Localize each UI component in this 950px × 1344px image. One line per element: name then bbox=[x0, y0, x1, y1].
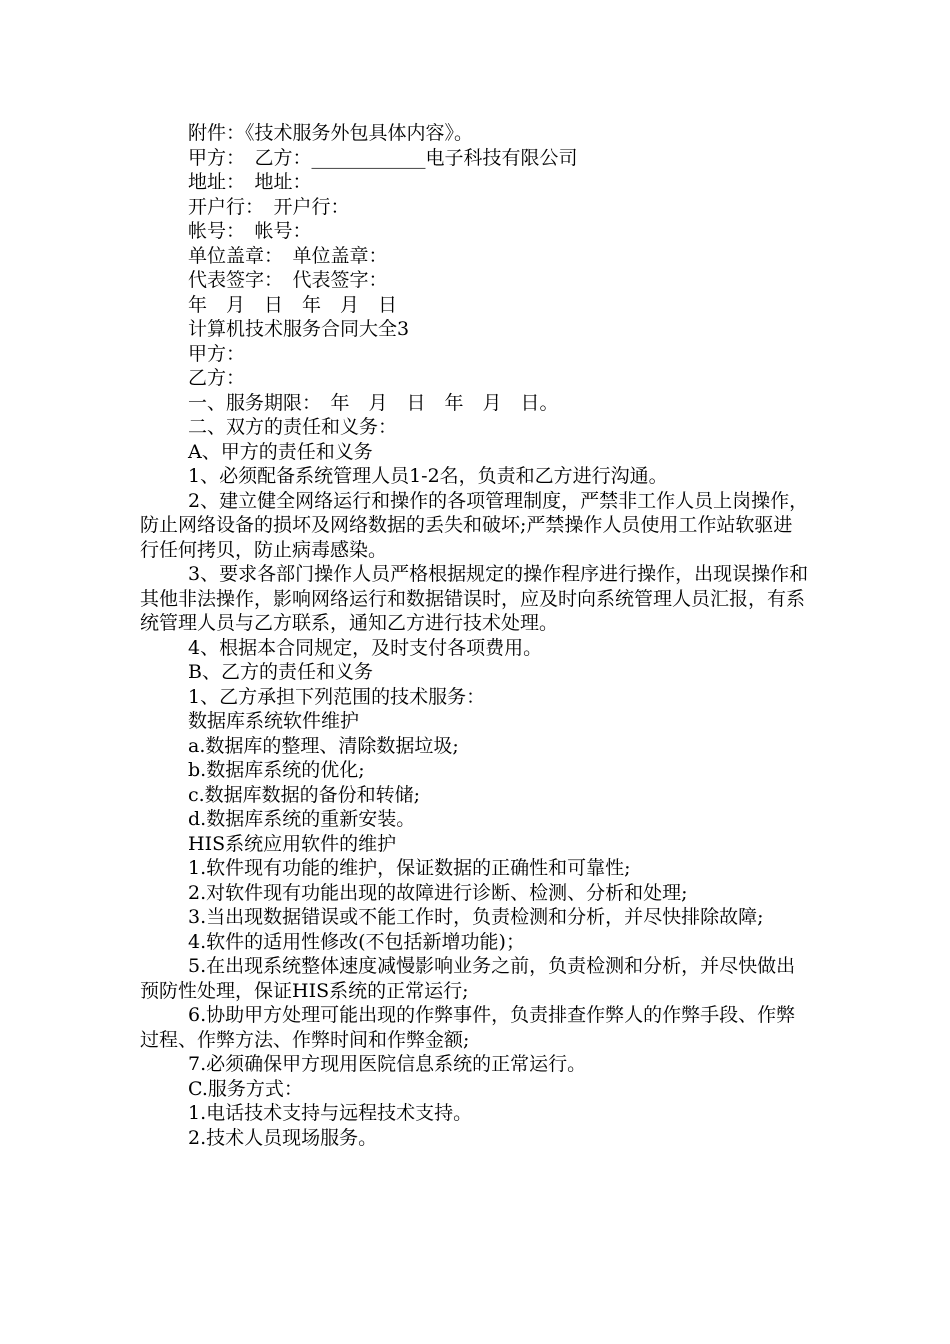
section-heading: A、甲方的责任和义务 bbox=[188, 440, 373, 463]
paragraph: 3、要求各部门操作人员严格根据规定的操作程序进行操作，出现误操作和其他非法操作，影响网络运行和数据错误时，应及时向系统管理人员汇报，有系统管理人员与乙方联系，通知乙方进行技术处理。 bbox=[140, 563, 809, 634]
subsection-heading: HIS系统应用软件的维护 bbox=[188, 832, 397, 855]
party-a-line: 甲方： bbox=[188, 342, 246, 365]
document-body bbox=[140, 121, 810, 1150]
subsection-heading: C.服务方式： bbox=[188, 1077, 303, 1100]
bank-line: 开户行： 开户行： bbox=[188, 195, 350, 218]
list-item: 1.电话技术支持与远程技术支持。 bbox=[188, 1102, 473, 1124]
party-line: 甲方： 乙方：____________电子科技有限公司 bbox=[188, 146, 578, 169]
attachment-line: 附件：《技术服务外包具体内容》。 bbox=[188, 122, 474, 144]
service-period: 一、服务期限： 年 月 日 年 月 日。 bbox=[188, 391, 559, 414]
seal-line: 单位盖章： 单位盖章： bbox=[188, 244, 388, 267]
list-item: 1.软件现有功能的维护，保证数据的正确性和可靠性; bbox=[188, 857, 631, 879]
list-item: 4.软件的适用性修改(不包括新增功能)； bbox=[188, 930, 525, 953]
date-line: 年 月 日 年 月 日 bbox=[188, 293, 398, 316]
list-item: a.数据库的整理、清除数据垃圾; bbox=[188, 734, 459, 757]
list-item: 7.必须确保甲方现用医院信息系统的正常运行。 bbox=[188, 1053, 587, 1075]
address-line: 地址： 地址： bbox=[188, 171, 312, 193]
list-item: c.数据库数据的备份和转储; bbox=[188, 783, 421, 806]
contract-title: 计算机技术服务合同大全3 bbox=[188, 318, 410, 340]
section-heading: 二、双方的责任和义务： bbox=[188, 416, 398, 438]
account-line: 帐号： 帐号： bbox=[188, 220, 312, 242]
list-item: b.数据库系统的优化; bbox=[188, 759, 365, 781]
subsection-heading: 数据库系统软件维护 bbox=[188, 710, 360, 732]
paragraph: 4、根据本合同规定，及时支付各项费用。 bbox=[188, 636, 543, 659]
list-item: 6.协助甲方处理可能出现的作弊事件，负责排查作弊人的作弊手段、作弊过程、作弊方法、作弊时间和作弊金额; bbox=[140, 1004, 796, 1051]
party-b-line: 乙方： bbox=[188, 367, 246, 389]
paragraph: 2、建立健全网络运行和操作的各项管理制度，严禁非工作人员上岗操作，防止网络设备的损坏及网络数据的丢失和破坏;严禁操作人员使用工作站软驱进行任何拷贝，防止病毒感染。 bbox=[140, 489, 809, 561]
list-item: 2.技术人员现场服务。 bbox=[188, 1126, 378, 1149]
list-item: 2.对软件现有功能出现的故障进行诊断、检测、分析和处理; bbox=[188, 881, 688, 904]
list-item: d.数据库系统的重新安装。 bbox=[188, 808, 416, 830]
list-item: 5.在出现系统整体速度减慢影响业务之前，负责检测和分析，并尽快做出预防性处理，保证HIS系统的正常运行; bbox=[140, 955, 796, 1002]
list-item: 3.当出现数据错误或不能工作时，负责检测和分析，并尽快排除故障; bbox=[188, 906, 764, 928]
signature-line: 代表签字： 代表签字： bbox=[188, 269, 388, 291]
paragraph: 1、必须配备系统管理人员1-2名，负责和乙方进行沟通。 bbox=[188, 465, 668, 487]
section-heading: B、乙方的责任和义务 bbox=[188, 661, 373, 683]
paragraph: 1、乙方承担下列范围的技术服务： bbox=[188, 685, 486, 708]
